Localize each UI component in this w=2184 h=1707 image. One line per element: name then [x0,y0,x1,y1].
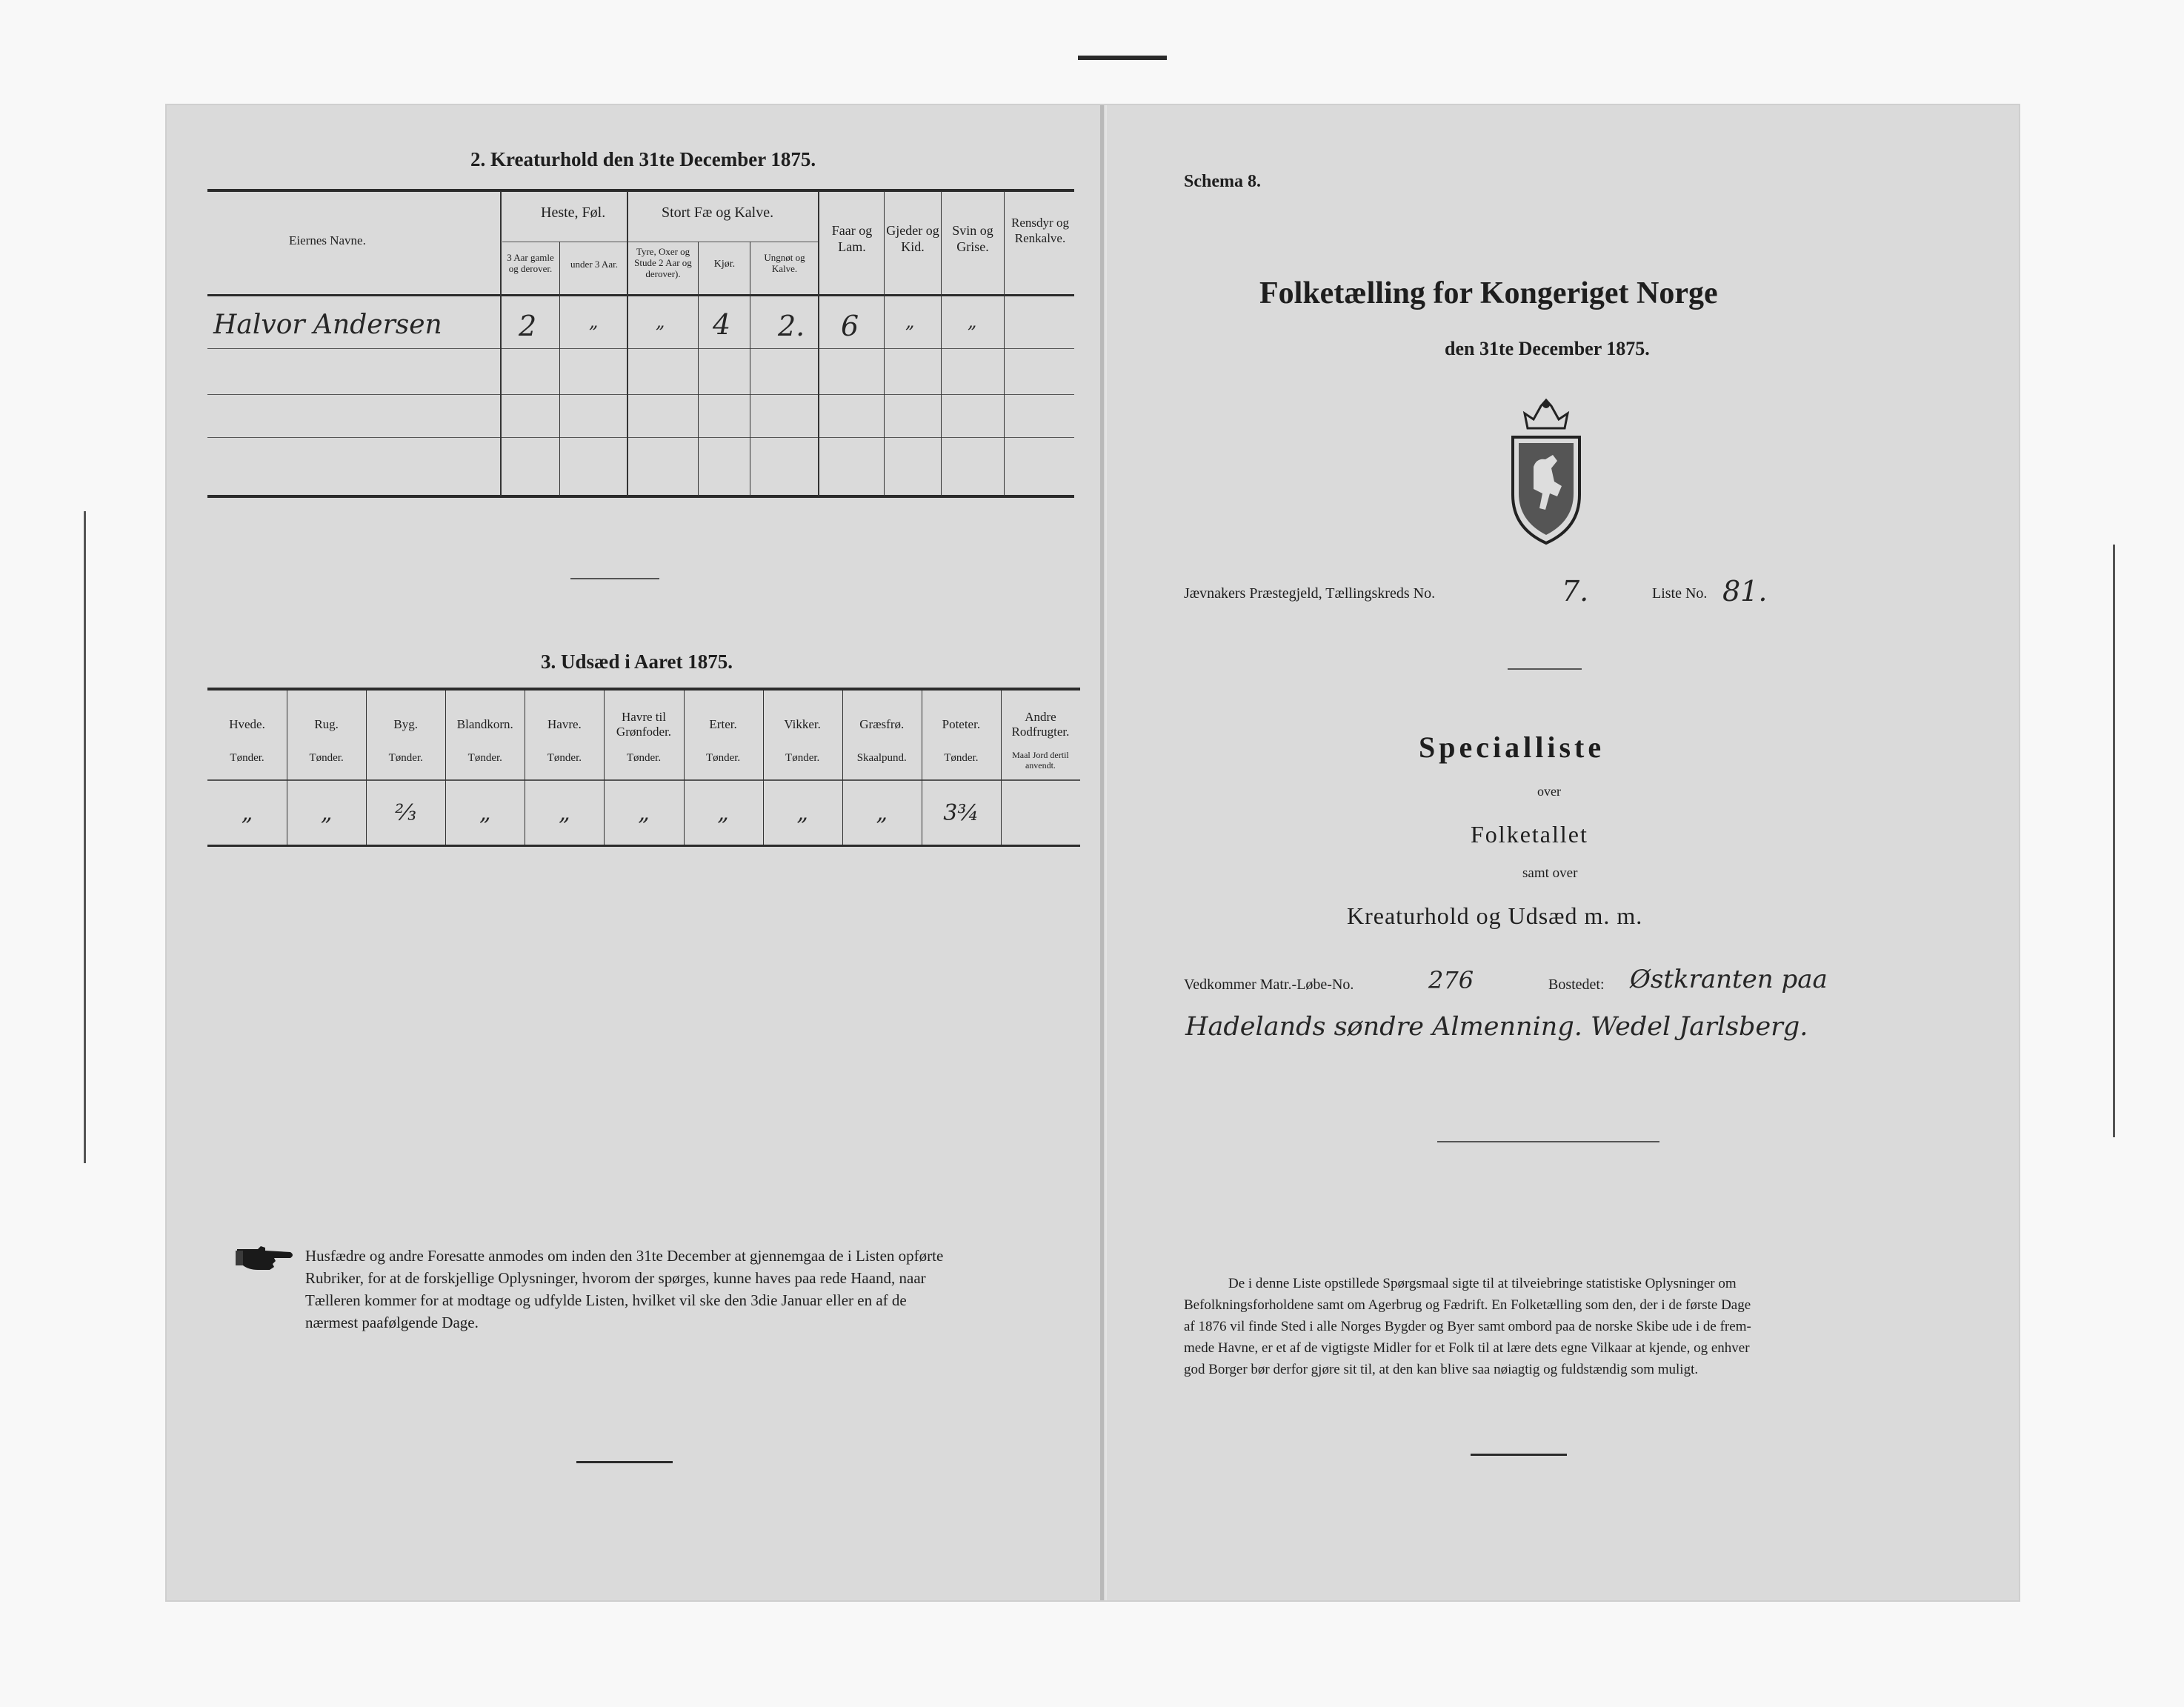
seed-unit: Tønder. [467,752,502,764]
list-label: Liste No. [1652,585,1708,602]
separator-rule [576,1461,673,1463]
list-number: 81. [1722,575,1768,608]
matr-label: Vedkommer Matr.-Løbe-No. [1184,976,1354,993]
table-divider [500,191,502,496]
header-cattle: Stort Fæ og Kalve. [662,204,774,221]
footer-line: af 1876 vil finde Sted i alle Norges Bygder og Byer samt ombord paa de norske Skibe ude i de frem- [1184,1319,1751,1334]
seed-value-cell: „ [717,800,729,826]
table-rule [207,189,1074,192]
cell-pigs: „ [968,311,977,332]
cell-sheep: 6 [841,310,859,342]
table-rule [207,779,1080,781]
seed-header: Byg. [393,717,418,731]
seed-header: Vikker. [784,717,821,731]
owner-name-cell: Halvor Andersen [213,310,442,340]
seed-header: Rug. [314,717,339,731]
parish-label: Jævnakers Præstegjeld, Tællingskreds No. [1184,585,1436,602]
notice-line: nærmest paafølgende Dage. [305,1314,479,1331]
district-number: 7. [1562,575,1589,608]
header-sheep: Faar og Lam. [831,223,873,254]
table-divider [941,191,942,496]
samt-over-label: samt over [1522,865,1578,881]
notice-line: Rubriker, for at de forskjellige Oplysninger, hvorom der spørges, kunne haves paa rede Haand, naar [305,1269,926,1287]
table-divider [627,191,628,496]
bosted-label: Bostedet: [1548,976,1605,993]
table-rule [207,845,1080,847]
specialliste-heading: Specialliste [1419,731,1605,764]
table-divider [698,242,699,496]
table-divider [559,242,560,496]
cell-cows: 4 [713,308,731,341]
table-divider [604,691,605,845]
seed-value-cell: „ [876,800,888,826]
seed-unit: Tønder. [309,752,344,764]
separator-rule [1471,1454,1567,1456]
table-divider [684,691,685,845]
cell-young-cattle: 2. [778,310,805,342]
matr-number: 276 [1428,966,1474,994]
table-rule [207,394,1074,395]
seed-header: Havre til Grønfoder. [616,710,672,739]
table-rule [207,688,1080,691]
document-date: den 31te December 1875. [1445,338,1650,359]
seed-header: Andre Rodfrugter. [1011,710,1070,739]
notice-line: Tælleren kommer for at modtage og udfylde Listen, hvilket vil ske den 3die Januar eller en af de [305,1291,907,1309]
separator-rule [1508,668,1582,670]
seed-unit: Tønder. [626,752,662,764]
header-young-cattle: Ungnøt og Kalve. [764,252,805,274]
cell-bulls: „ [656,311,665,332]
table-divider [1001,691,1002,845]
seed-header: Blandkorn. [456,717,513,731]
header-pigs: Svin og Grise. [952,223,993,254]
separator-rule [570,578,659,579]
footer-text [1184,1273,1984,1380]
table-divider [842,691,843,845]
footer-line: mede Havne, er et af de vigtigste Midler for et Folk til at lære dets egne Vilkaar at kjende, og enhver [1184,1340,1750,1356]
seed-header: Erter. [709,717,737,731]
footer-line: god Borger bør derfor gjøre sit til, at den kan blive saa nøiagtig og fuldstændig som muligt. [1184,1362,1699,1377]
seed-unit: Tønder. [785,752,820,764]
header-bulls: Tyre, Oxer og Stude 2 Aar og derover). [634,246,692,279]
table-rule [207,495,1074,498]
seed-value-cell: „ [241,800,253,826]
seed-unit: Tønder. [230,752,264,764]
cell-goats: „ [905,311,915,332]
table-divider [1004,191,1005,496]
seed-value-cell: ⅔ [395,800,417,826]
seed-value-cell: „ [796,800,808,826]
top-edge-mark [1078,56,1167,60]
header-cows: Kjør. [713,259,736,270]
table-divider [763,691,764,845]
table-rule [207,348,1074,349]
header-goats: Gjeder og Kid. [886,223,939,254]
seed-unit: Skaalpund. [856,752,907,764]
pointing-hand-icon [236,1245,295,1274]
table-divider [818,191,819,496]
section2-title: 2. Kreaturhold den 31te December 1875. [470,148,816,170]
header-reindeer: Rensdyr og Renkalve. [1011,216,1069,245]
seed-unit: Tønder. [705,752,741,764]
bosted-value-line2: Hadelands søndre Almenning. Wedel Jarlsberg. [1185,1012,1808,1042]
page-fold [1100,105,1104,1600]
table-rule [207,437,1074,438]
over-label: over [1537,784,1561,799]
separator-rule [1437,1141,1659,1142]
seed-value-cell: 3¾ [943,800,979,826]
seed-header: Poteter. [942,717,981,731]
seed-header: Græsfrø. [859,717,905,731]
header-owner: Eiernes Navne. [289,233,366,247]
header-horses: Heste, Føl. [541,204,606,221]
bosted-value-line1: Østkranten paa [1630,965,1828,994]
footer-line: De i denne Liste opstillede Spørgsmaal sigte til at tilveiebringe statistiske Oplysninger om [1228,1276,1737,1291]
seed-unit: Maal Jord dertil anvendt. [1012,750,1069,771]
scan-margin-line [2113,545,2115,1137]
table-divider [366,691,367,845]
table-divider [445,691,446,845]
scan-margin-line [84,511,86,1163]
seed-value-cell: „ [638,800,650,826]
header-horses-old: 3 Aar gamle og derover. [507,252,554,274]
notice-text [305,1245,1083,1334]
cell-horses-old: 2 [519,310,537,342]
seed-header: Hvede. [229,717,265,731]
section3-title: 3. Udsæd i Aaret 1875. [541,650,733,673]
seed-unit: Tønder. [944,752,979,764]
seed-value-cell: „ [479,800,491,826]
seed-header: Havre. [547,717,582,731]
notice-line: Husfædre og andre Foresatte anmodes om inden den 31te December at gjennemgaa de i Listen opførte [305,1247,944,1265]
folketallet-heading: Folketallet [1471,821,1588,848]
seed-value-cell: „ [559,800,570,826]
cell-horses-young: „ [589,311,599,332]
seed-unit: Tønder. [547,752,582,764]
table-rule [207,294,1074,296]
seed-unit: Tønder. [388,752,423,764]
table-divider [884,191,885,496]
footer-line: Befolkningsforholdene samt om Agerbrug og Fædrift. En Folketælling som den, der i de første Dage [1184,1297,1751,1313]
coat-of-arms-icon [1505,399,1587,545]
header-horses-young: under 3 Aar. [570,259,618,270]
page-fold-highlight [1105,105,1107,1600]
kreaturhold-heading: Kreaturhold og Udsæd m. m. [1347,902,1643,929]
schema-label: Schema 8. [1184,172,1261,191]
document-title: Folketælling for Kongeriget Norge [1259,276,1718,310]
seed-value-cell: „ [320,800,333,826]
